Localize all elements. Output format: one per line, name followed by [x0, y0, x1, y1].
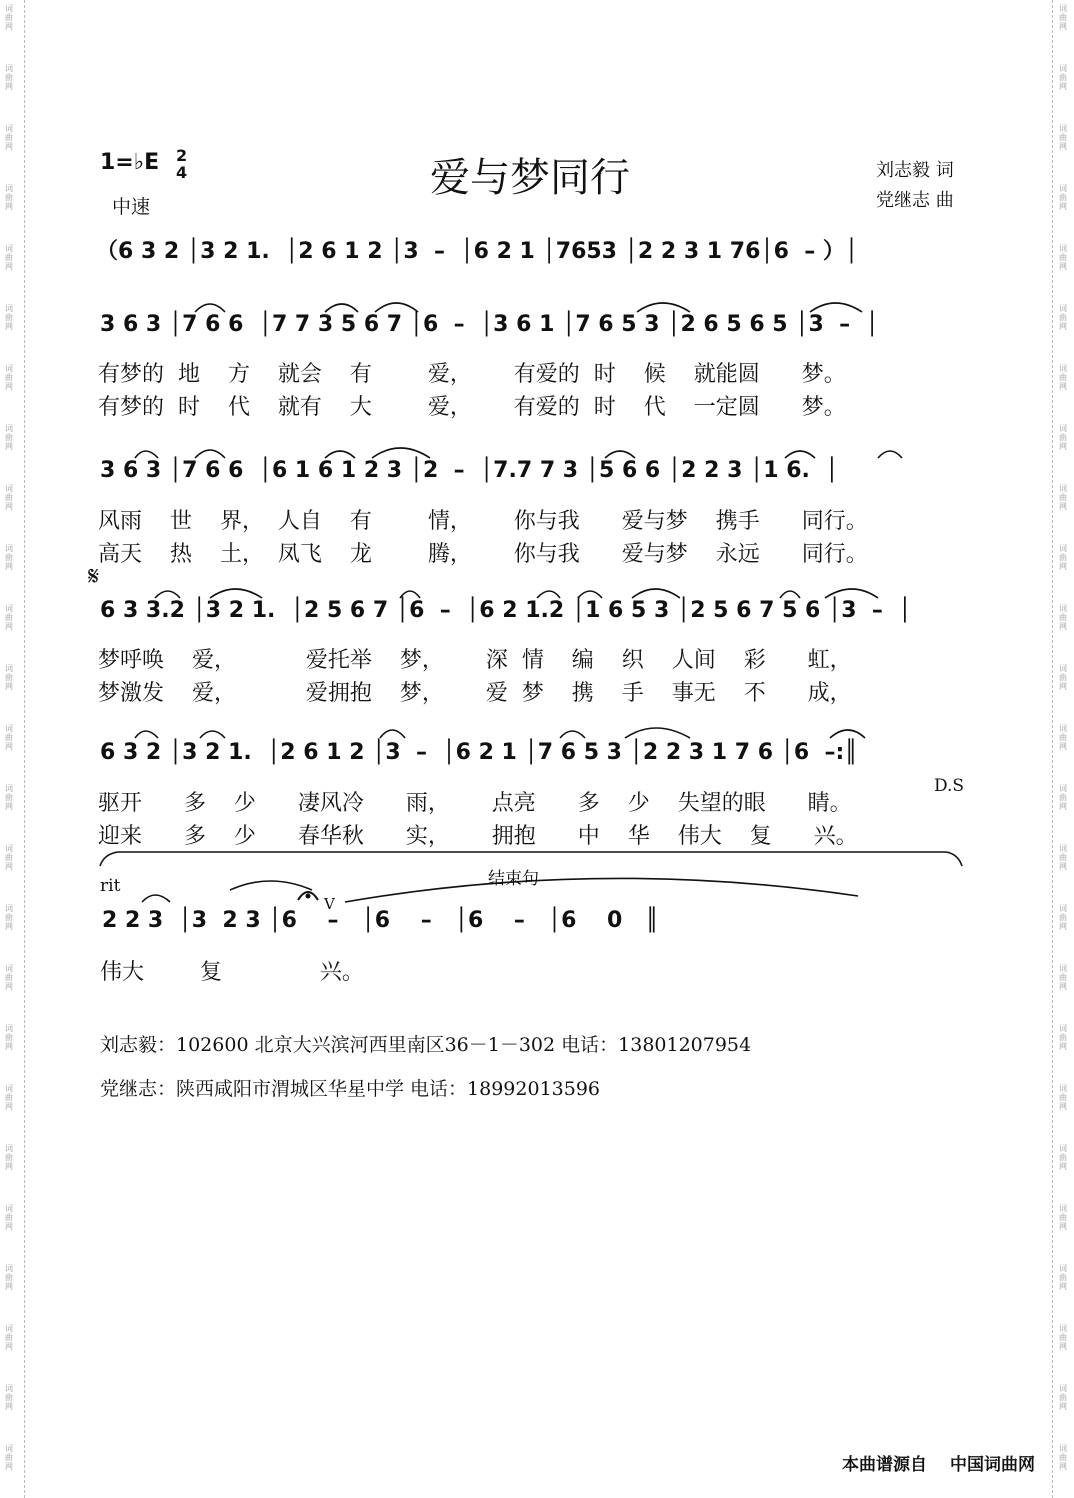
- side-watermark: 词曲网: [1059, 64, 1067, 91]
- side-watermark: 词曲网: [5, 1144, 13, 1171]
- notation-line-4: 6 3 3.2 │3 2 1. │2 5 6 7 │6 – │6 2 1.2 │1 6 5 3 │2 5 6 7 5 6 │3 – │: [100, 598, 912, 623]
- side-watermark: 词曲网: [1059, 1324, 1067, 1351]
- side-watermark: 词曲网: [1059, 784, 1067, 811]
- notation-line-1: （6 3 2 │3 2 1. │2 6 1 2 │3 – │6 2 1 │7653 │2 2 3 1 76│6 – ）│: [96, 239, 859, 264]
- side-watermark: 词曲网: [5, 424, 13, 451]
- rit-marking: rit: [100, 876, 121, 896]
- side-watermark: 词曲网: [1059, 1444, 1067, 1471]
- side-watermark: 词曲网: [5, 184, 13, 211]
- side-watermark: 词曲网: [1059, 1144, 1067, 1171]
- lyricist-credit: 刘志毅 词: [876, 160, 954, 181]
- side-watermark: 词曲网: [1059, 904, 1067, 931]
- source-label: 本曲谱源自: [842, 1455, 927, 1475]
- lyrics-line-4-verse-1: 梦呼唤 爱， 爱托举 梦， 深 情 编 织 人间 彩 虹，: [98, 648, 852, 673]
- side-watermark: 词曲网: [1059, 484, 1067, 511]
- key-signature: 1=♭E: [100, 150, 160, 175]
- contact-line-composer: 党继志：陕西咸阳市渭城区华星中学 电话：18992013596: [100, 1078, 601, 1100]
- lyrics-line-5-verse-1: 驱开 多 少 凄风冷 雨， 点亮 多 少 失望的眼 睛。: [98, 791, 852, 816]
- side-watermark: 词曲网: [5, 1324, 13, 1351]
- side-watermark: 词曲网: [1059, 964, 1067, 991]
- side-watermark: 词曲网: [1059, 364, 1067, 391]
- side-watermark: 词曲网: [1059, 184, 1067, 211]
- side-watermark: 词曲网: [1059, 724, 1067, 751]
- side-watermark: 词曲网: [1059, 844, 1067, 871]
- tempo-marking: 中速: [112, 196, 151, 218]
- side-watermark: 词曲网: [1059, 304, 1067, 331]
- notation-line-2: 3 6 3 │7 6 6 │7 7 3 5 6 7 │6 – │3 6 1 │7 6 5 3 │2 6 5 6 5 │3 – │: [100, 312, 879, 337]
- notation-line-3: 3 6 3 │7 6 6 │6 1 6 1 2 3 │2 – │7.7 7 3 │5 6 6 │2 2 3 │1 6. │: [100, 458, 839, 483]
- composer-credit: 党继志 曲: [876, 190, 954, 211]
- side-watermark: 词曲网: [1059, 244, 1067, 271]
- side-watermark: 词曲网: [5, 604, 13, 631]
- lyrics-line-2-verse-2: 有梦的 时 代 就有 大 爱， 有爱的 时 代 一定圆 梦。: [98, 395, 846, 420]
- side-watermark: 词曲网: [5, 1264, 13, 1291]
- side-watermark: 词曲网: [5, 364, 13, 391]
- side-watermark: 词曲网: [1059, 1384, 1067, 1411]
- time-top: 2: [176, 146, 188, 165]
- source-site-link[interactable]: 中国词曲网: [950, 1455, 1035, 1475]
- lyrics-line-3-verse-1: 风雨 世 界， 人自 有 情， 你与我 爱与梦 携手 同行。: [98, 509, 868, 534]
- segno-sign: 𝄋: [88, 562, 100, 592]
- side-watermark: 词曲网: [1059, 424, 1067, 451]
- side-watermark: 词曲网: [1059, 1084, 1067, 1111]
- side-watermark: 词曲网: [1059, 124, 1067, 151]
- lyrics-line-3-verse-2: 高天 热 土， 凤飞 龙 腾， 你与我 爱与梦 永远 同行。: [98, 542, 868, 567]
- side-watermark: 词曲网: [5, 1204, 13, 1231]
- side-watermark: 词曲网: [1059, 664, 1067, 691]
- song-title: 爱与梦同行: [430, 155, 630, 201]
- side-watermark: 词曲网: [5, 244, 13, 271]
- side-watermark: 词曲网: [5, 1384, 13, 1411]
- lyrics-line-2-verse-1: 有梦的 地 方 就会 有 爱， 有爱的 时 候 就能圆 梦。: [98, 362, 846, 387]
- side-watermark: 词曲网: [5, 1024, 13, 1051]
- side-watermark: 词曲网: [5, 304, 13, 331]
- time-bottom: 4: [176, 163, 188, 182]
- notation-line-5: 6 3 2 │3 2 1. │2 6 1 2 │3 – │6 2 1 │7 6 5 3 │2 2 3 1 7 6 │6 –:║: [100, 740, 858, 765]
- side-watermark: 词曲网: [5, 1084, 13, 1111]
- side-watermark: 词曲网: [5, 904, 13, 931]
- side-watermark: 词曲网: [1059, 544, 1067, 571]
- side-watermark: 词曲网: [1059, 4, 1067, 31]
- breath-mark: V: [324, 895, 335, 913]
- side-watermark: 词曲网: [5, 844, 13, 871]
- side-watermark: 词曲网: [5, 544, 13, 571]
- side-watermark: 词曲网: [1059, 1264, 1067, 1291]
- notation-line-6: 2 2 3 │3 2 3 │6 – │6 – │6 – │6 0 ║: [102, 908, 659, 933]
- ds-marking: D.S: [934, 776, 965, 796]
- lyrics-line-6: 伟大 复 兴。: [100, 960, 364, 985]
- lyrics-line-4-verse-2: 梦激发 爱， 爱拥抱 梦， 爱 梦 携 手 事无 不 成，: [98, 681, 852, 706]
- side-watermark: 词曲网: [5, 724, 13, 751]
- side-watermark: 词曲网: [5, 124, 13, 151]
- side-watermark: 词曲网: [5, 64, 13, 91]
- side-watermark: 词曲网: [5, 4, 13, 31]
- lyrics-line-5-verse-2: 迎来 多 少 春华秋 实， 拥抱 中 华 伟大 复 兴。: [98, 824, 858, 849]
- ending-label: 结束句: [488, 869, 539, 889]
- side-watermark: 词曲网: [1059, 1024, 1067, 1051]
- side-watermark: 词曲网: [5, 964, 13, 991]
- contact-line-lyricist: 刘志毅：102600 北京大兴滨河西里南区36－1－302 电话：13801207954: [100, 1034, 752, 1056]
- side-watermark: 词曲网: [1059, 1204, 1067, 1231]
- side-watermark: 词曲网: [1059, 604, 1067, 631]
- side-watermark: 词曲网: [5, 484, 13, 511]
- side-watermark: 词曲网: [5, 664, 13, 691]
- side-watermark: 词曲网: [5, 1444, 13, 1471]
- side-watermark: 词曲网: [5, 784, 13, 811]
